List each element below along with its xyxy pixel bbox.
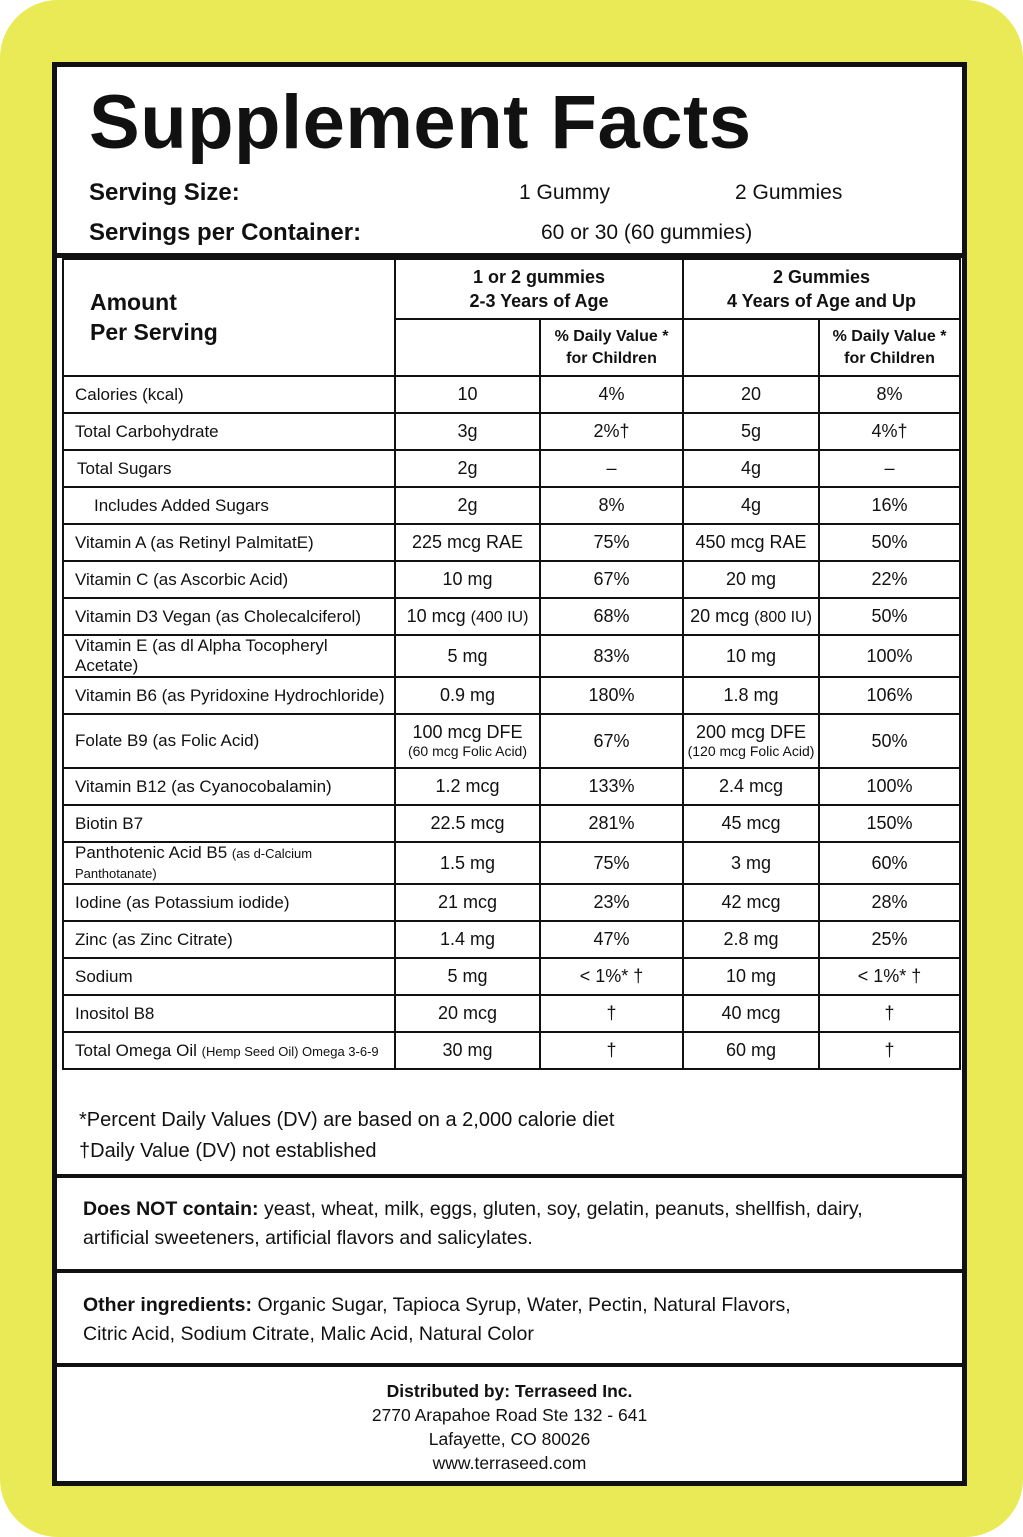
amount-2 — [683, 714, 819, 768]
group-2-line-2: 4 Years of Age and Up — [726, 291, 917, 311]
amount-sub: (800 IU) — [754, 609, 812, 626]
servings-per-container-value: 60 or 30 (60 gummies) — [541, 221, 753, 244]
table-row — [63, 598, 960, 635]
amount-2: 45 mcg — [683, 805, 819, 842]
divider — [57, 1269, 962, 1273]
distributor-address-1: 2770 Arapahoe Road Ste 132 - 641 — [371, 1405, 648, 1425]
amount-2: 2.8 mg — [683, 921, 819, 958]
amount-2: 3 mg — [683, 842, 819, 884]
table-row — [63, 958, 960, 995]
daily-value-1: 75% — [540, 842, 683, 884]
supplement-facts-panel — [52, 62, 967, 1486]
amount-1: 225 mcg RAE — [395, 524, 540, 561]
daily-value-2: 16% — [819, 487, 960, 524]
amount-1: 10 — [395, 376, 540, 413]
distributor-info — [57, 1379, 962, 1475]
nutrient-name: Sodium — [63, 958, 395, 995]
daily-value-1: 2%† — [540, 413, 683, 450]
page-title: Supplement Facts — [89, 80, 752, 165]
daily-value-2: 28% — [819, 884, 960, 921]
daily-value-2: 100% — [819, 768, 960, 805]
nutrient-name — [63, 1032, 395, 1069]
table-row — [63, 884, 960, 921]
distributor-name: Distributed by: Terraseed Inc. — [386, 1381, 633, 1401]
amount-1: 22.5 mcg — [395, 805, 540, 842]
amount-2: 1.8 mg — [683, 677, 819, 714]
other-ingredients-label: Other ingredients: — [83, 1294, 253, 1316]
table-row — [63, 805, 960, 842]
nutrient-name: Includes Added Sugars — [63, 487, 395, 524]
nutrient-name: Total Sugars — [63, 450, 395, 487]
daily-value-1: 180% — [540, 677, 683, 714]
distributor-website: www.terraseed.com — [432, 1453, 587, 1473]
daily-value-1: 4% — [540, 376, 683, 413]
daily-value-2: 50% — [819, 598, 960, 635]
table-row — [63, 376, 960, 413]
daily-value-2: 150% — [819, 805, 960, 842]
dv-line-1: % Daily Value * — [554, 327, 669, 345]
footnote-percent: *Percent Daily Values (DV) are based on a 2,000 calorie diet — [79, 1109, 615, 1131]
daily-value-2: 4%† — [819, 413, 960, 450]
distributor-address-2: Lafayette, CO 80026 — [428, 1429, 591, 1449]
table-header-row — [63, 259, 960, 319]
table-row — [63, 842, 960, 884]
other-ingredients-line-2: Citric Acid, Sodium Citrate, Malic Acid, Natural Color — [83, 1323, 534, 1345]
divider — [57, 1174, 962, 1178]
amount-1: 5 mg — [395, 958, 540, 995]
amount-value: 10 mcg — [406, 606, 466, 626]
amount-1: 10 mg — [395, 561, 540, 598]
daily-value-1: † — [540, 995, 683, 1032]
nutrient-name: Zinc (as Zinc Citrate) — [63, 921, 395, 958]
amount-header-cell-1 — [395, 319, 540, 376]
amount-2: 10 mg — [683, 635, 819, 677]
table-row — [63, 714, 960, 768]
nutrient-name: Biotin B7 — [63, 805, 395, 842]
amount-sub: (400 IU) — [470, 609, 529, 626]
amount-header-cell-2 — [683, 319, 819, 376]
does-not-contain-line-1: yeast, wheat, milk, eggs, gluten, soy, gelatin, peanuts, shellfish, dairy, — [263, 1198, 863, 1220]
daily-value-1: < 1%* † — [540, 958, 683, 995]
daily-value-1: 67% — [540, 561, 683, 598]
amount-1: 1.2 mcg — [395, 768, 540, 805]
nutrient-name: Calories (kcal) — [63, 376, 395, 413]
dv-line-1: % Daily Value * — [832, 327, 947, 345]
nutrient-name: Iodine (as Potassium iodide) — [63, 884, 395, 921]
amount-1: 20 mcg — [395, 995, 540, 1032]
daily-value-2: 60% — [819, 842, 960, 884]
amount-sub: (120 mcg Folic Acid) — [687, 743, 815, 760]
footnote-dagger: †Daily Value (DV) not established — [79, 1140, 377, 1162]
nutrient-name — [63, 842, 395, 884]
other-ingredients-line-1: Organic Sugar, Tapioca Syrup, Water, Pectin, Natural Flavors, — [257, 1294, 791, 1316]
group-1-line-2: 2-3 Years of Age — [469, 291, 609, 311]
nutrient-table — [62, 258, 961, 1070]
daily-value-1: † — [540, 1032, 683, 1069]
amount-1: 30 mg — [395, 1032, 540, 1069]
amount-2: 20 mg — [683, 561, 819, 598]
daily-value-2: 25% — [819, 921, 960, 958]
daily-value-1: 133% — [540, 768, 683, 805]
amount-2: 4g — [683, 450, 819, 487]
nutrient-name-main: Total Omega Oil — [75, 1040, 197, 1060]
amount-value: 100 mcg DFE — [412, 721, 523, 742]
amount-2 — [683, 598, 819, 635]
daily-value-1: – — [540, 450, 683, 487]
amount-2: 10 mg — [683, 958, 819, 995]
amount-2: 42 mcg — [683, 884, 819, 921]
table-row — [63, 635, 960, 677]
nutrient-name: Vitamin B12 (as Cyanocobalamin) — [63, 768, 395, 805]
table-row — [63, 450, 960, 487]
nutrient-name-sub: (Hemp Seed Oil) Omega 3-6-9 — [201, 1043, 379, 1059]
amount-1: 5 mg — [395, 635, 540, 677]
amount-1: 0.9 mg — [395, 677, 540, 714]
amount-line-2: Per Serving — [90, 318, 218, 345]
daily-value-2: 106% — [819, 677, 960, 714]
nutrient-name: Vitamin D3 Vegan (as Cholecalciferol) — [63, 598, 395, 635]
amount-2: 4g — [683, 487, 819, 524]
dv-line-2: for Children — [844, 349, 935, 367]
amount-1 — [395, 714, 540, 768]
divider — [57, 1363, 962, 1367]
does-not-contain-line-2: artificial sweeteners, artificial flavors and salicylates. — [83, 1227, 533, 1249]
amount-per-serving-header — [63, 259, 395, 376]
daily-value-1: 47% — [540, 921, 683, 958]
amount-sub: (60 mcg Folic Acid) — [407, 743, 528, 760]
nutrient-name: Inositol B8 — [63, 995, 395, 1032]
daily-value-2: 50% — [819, 714, 960, 768]
daily-value-2: 8% — [819, 376, 960, 413]
daily-value-2: † — [819, 1032, 960, 1069]
serving-size-value-1: 1 Gummy — [519, 181, 611, 204]
daily-value-1: 8% — [540, 487, 683, 524]
footnotes — [79, 1105, 614, 1167]
dv-line-2: for Children — [566, 349, 657, 367]
daily-value-1: 68% — [540, 598, 683, 635]
amount-line-1: Amount — [90, 288, 177, 315]
serving-size-value-2: 2 Gummies — [735, 181, 843, 204]
table-row — [63, 768, 960, 805]
group-1-line-1: 1 or 2 gummies — [472, 266, 606, 287]
servings-per-container-label: Servings per Container: — [89, 219, 362, 246]
nutrient-name-sub: (as d-Calcium Panthotanate) — [75, 846, 313, 881]
nutrient-name: Vitamin E (as dl Alpha Tocopheryl Acetate) — [63, 635, 395, 677]
table-row — [63, 1032, 960, 1069]
daily-value-1: 281% — [540, 805, 683, 842]
table-row — [63, 921, 960, 958]
amount-1: 21 mcg — [395, 884, 540, 921]
daily-value-2: 22% — [819, 561, 960, 598]
daily-value-1: 83% — [540, 635, 683, 677]
nutrient-name: Vitamin A (as Retinyl PalmitatE) — [63, 524, 395, 561]
nutrient-name: Vitamin B6 (as Pyridoxine Hydrochloride) — [63, 677, 395, 714]
daily-value-2: 50% — [819, 524, 960, 561]
daily-value-2: † — [819, 995, 960, 1032]
table-row — [63, 413, 960, 450]
table-row — [63, 487, 960, 524]
nutrient-name: Total Carbohydrate — [63, 413, 395, 450]
amount-1: 1.5 mg — [395, 842, 540, 884]
amount-1: 3g — [395, 413, 540, 450]
group-2-line-1: 2 Gummies — [772, 266, 871, 287]
amount-value: 20 mcg — [690, 606, 750, 626]
group-2-header — [683, 259, 960, 319]
amount-1 — [395, 598, 540, 635]
amount-1: 2g — [395, 487, 540, 524]
amount-2: 5g — [683, 413, 819, 450]
table-row — [63, 995, 960, 1032]
table-row — [63, 677, 960, 714]
group-1-header — [395, 259, 683, 319]
other-ingredients — [83, 1291, 943, 1349]
daily-value-2: 100% — [819, 635, 960, 677]
daily-value-header-2 — [819, 319, 960, 376]
does-not-contain — [83, 1195, 943, 1253]
amount-1: 1.4 mg — [395, 921, 540, 958]
nutrient-name: Vitamin C (as Ascorbic Acid) — [63, 561, 395, 598]
amount-value: 200 mcg DFE — [695, 721, 807, 742]
daily-value-2: < 1%* † — [819, 958, 960, 995]
does-not-contain-label: Does NOT contain: — [83, 1198, 259, 1220]
daily-value-header-1 — [540, 319, 683, 376]
amount-2: 450 mcg RAE — [683, 524, 819, 561]
amount-2: 2.4 mcg — [683, 768, 819, 805]
table-row — [63, 524, 960, 561]
daily-value-1: 75% — [540, 524, 683, 561]
amount-1: 2g — [395, 450, 540, 487]
amount-2: 20 — [683, 376, 819, 413]
daily-value-2: – — [819, 450, 960, 487]
daily-value-1: 67% — [540, 714, 683, 768]
table-row — [63, 561, 960, 598]
serving-size-label: Serving Size: — [89, 179, 240, 206]
amount-2: 40 mcg — [683, 995, 819, 1032]
amount-2: 60 mg — [683, 1032, 819, 1069]
nutrient-name-main: Panthotenic Acid B5 — [75, 843, 228, 862]
nutrient-name: Folate B9 (as Folic Acid) — [63, 714, 395, 768]
daily-value-1: 23% — [540, 884, 683, 921]
